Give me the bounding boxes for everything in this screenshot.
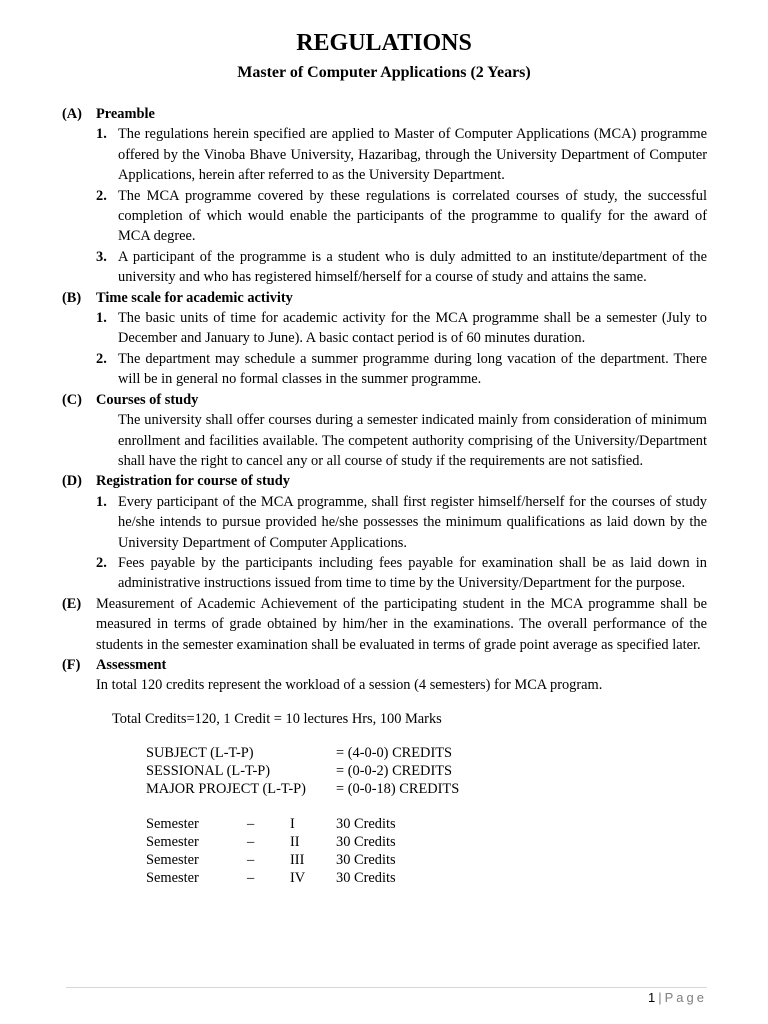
regulations-body bbox=[62, 104, 707, 887]
section-letter: (D) bbox=[62, 473, 82, 490]
item-number: 2. bbox=[96, 350, 107, 367]
semester-dash: – bbox=[247, 852, 255, 869]
page-label: Page bbox=[664, 990, 707, 1005]
semester-label: Semester bbox=[146, 870, 199, 887]
ltp-name: SUBJECT (L-T-P) bbox=[146, 745, 254, 762]
table-row bbox=[146, 833, 707, 851]
semester-number: III bbox=[290, 852, 305, 869]
section-c-heading bbox=[62, 390, 707, 410]
page-footer bbox=[600, 988, 707, 1008]
semester-dash: – bbox=[247, 834, 255, 851]
document-title: REGULATIONS bbox=[296, 30, 472, 56]
table-row bbox=[146, 869, 707, 887]
table-row bbox=[146, 762, 707, 780]
list-item bbox=[62, 124, 707, 185]
document-subtitle: Master of Computer Applications (2 Years) bbox=[237, 64, 531, 81]
table-row bbox=[146, 815, 707, 833]
list-item bbox=[62, 349, 707, 390]
section-title: Preamble bbox=[96, 106, 155, 122]
semester-number: IV bbox=[290, 870, 306, 887]
section-f-text: In total 120 credits represent the workload of a session (4 semesters) for MCA program. bbox=[96, 677, 603, 694]
semester-credits: 30 Credits bbox=[336, 816, 396, 833]
section-d-heading bbox=[62, 471, 707, 491]
footer-separator: | bbox=[658, 990, 662, 1005]
semester-label: Semester bbox=[146, 816, 199, 833]
section-f-heading bbox=[62, 655, 707, 675]
page-number: 1 bbox=[648, 990, 656, 1005]
item-number: 1. bbox=[96, 126, 107, 143]
item-text: Every participant of the MCA programme, shall first register himself/herself for the courses of study he/she intends to pursue provided he/she possesses the minimum qualifications as laid down by the University Department of Computer Applications. bbox=[118, 493, 707, 551]
item-number: 3. bbox=[96, 248, 107, 265]
semester-label: Semester bbox=[146, 834, 199, 851]
section-letter: (C) bbox=[62, 391, 82, 408]
item-number: 1. bbox=[96, 310, 107, 327]
item-text: A participant of the programme is a student who is duly admitted to an institute/department of the university and who has registered himself/herself for a course of study and attains the same. bbox=[118, 248, 707, 286]
item-text: The MCA programme covered by these regulations is correlated courses of study, the successful completion of which would enable the participants of the programme to qualify for the award of MCA degree. bbox=[118, 187, 707, 245]
ltp-value: = (0-0-2) CREDITS bbox=[336, 763, 453, 780]
item-text: The department may schedule a summer programme during long vacation of the department. There will be in general no formal classes in the summer programme. bbox=[118, 350, 707, 388]
section-title: Assessment bbox=[96, 656, 167, 673]
total-credits: Total Credits=120, 1 Credit = 10 lectures Hrs, 100 Marks bbox=[112, 710, 442, 727]
table-row bbox=[146, 851, 707, 869]
section-e bbox=[62, 594, 707, 655]
table-row bbox=[146, 744, 707, 762]
ltp-name: MAJOR PROJECT (L-T-P) bbox=[146, 781, 306, 798]
item-text: The regulations herein specified are applied to Master of Computer Applications (MCA) programme offered by the Vinoba Bhave University, Hazaribag, through the University Department of Computer Applications, herein after referred to as the University Department. bbox=[118, 126, 707, 184]
item-text: Fees payable by the participants including fees payable for examination shall be as laid down in administrative instructions issued from time to time by the University/Department for the purpose. bbox=[118, 554, 707, 592]
section-c-text: The university shall offer courses during a semester indicated mainly from consideration of minimum enrollment and facilities available. The competent authority comprising of the University/Department shall have the right to cancel any or all course of study if the requirements are not satisfied. bbox=[118, 412, 707, 469]
semester-credits: 30 Credits bbox=[336, 852, 396, 869]
section-title: Registration for course of study bbox=[96, 473, 290, 490]
item-number: 1. bbox=[96, 493, 107, 510]
list-item bbox=[62, 247, 707, 288]
item-number: 2. bbox=[96, 187, 107, 204]
list-item bbox=[62, 553, 707, 594]
section-a-heading bbox=[62, 104, 707, 124]
section-title: Time scale for academic activity bbox=[96, 289, 293, 306]
semester-dash: – bbox=[247, 816, 255, 833]
list-item bbox=[62, 492, 707, 553]
section-letter: (B) bbox=[62, 289, 82, 306]
section-letter: (F) bbox=[62, 656, 81, 673]
semester-table bbox=[62, 815, 707, 887]
list-item bbox=[62, 308, 707, 349]
ltp-name: SESSIONAL (L-T-P) bbox=[146, 763, 271, 780]
ltp-value: = (0-0-18) CREDITS bbox=[336, 781, 460, 798]
item-text: The basic units of time for academic activity for the MCA programme shall be a semester (July to December and January to June). A basic contact period is of 60 minutes duration. bbox=[118, 310, 707, 347]
ltp-value: = (4-0-0) CREDITS bbox=[336, 745, 453, 762]
semester-dash: – bbox=[247, 870, 255, 887]
section-letter: (E) bbox=[62, 595, 82, 612]
table-row bbox=[146, 780, 707, 798]
semester-number: I bbox=[290, 816, 295, 833]
section-b-heading bbox=[62, 288, 707, 308]
list-item bbox=[62, 186, 707, 247]
semester-credits: 30 Credits bbox=[336, 834, 396, 851]
semester-label: Semester bbox=[146, 852, 199, 869]
ltp-table bbox=[62, 744, 707, 798]
section-e-text: Measurement of Academic Achievement of the participating student in the MCA programme shall be measured in terms of grade obtained by him/her in the examinations. The overall performance of the students in the semester examination shall be evaluated in terms of grade point average as specified later. bbox=[96, 595, 707, 653]
section-title: Courses of study bbox=[96, 391, 199, 408]
section-letter: (A) bbox=[62, 106, 82, 122]
semester-credits: 30 Credits bbox=[336, 870, 396, 887]
semester-number: II bbox=[290, 834, 300, 851]
item-number: 2. bbox=[96, 554, 107, 571]
